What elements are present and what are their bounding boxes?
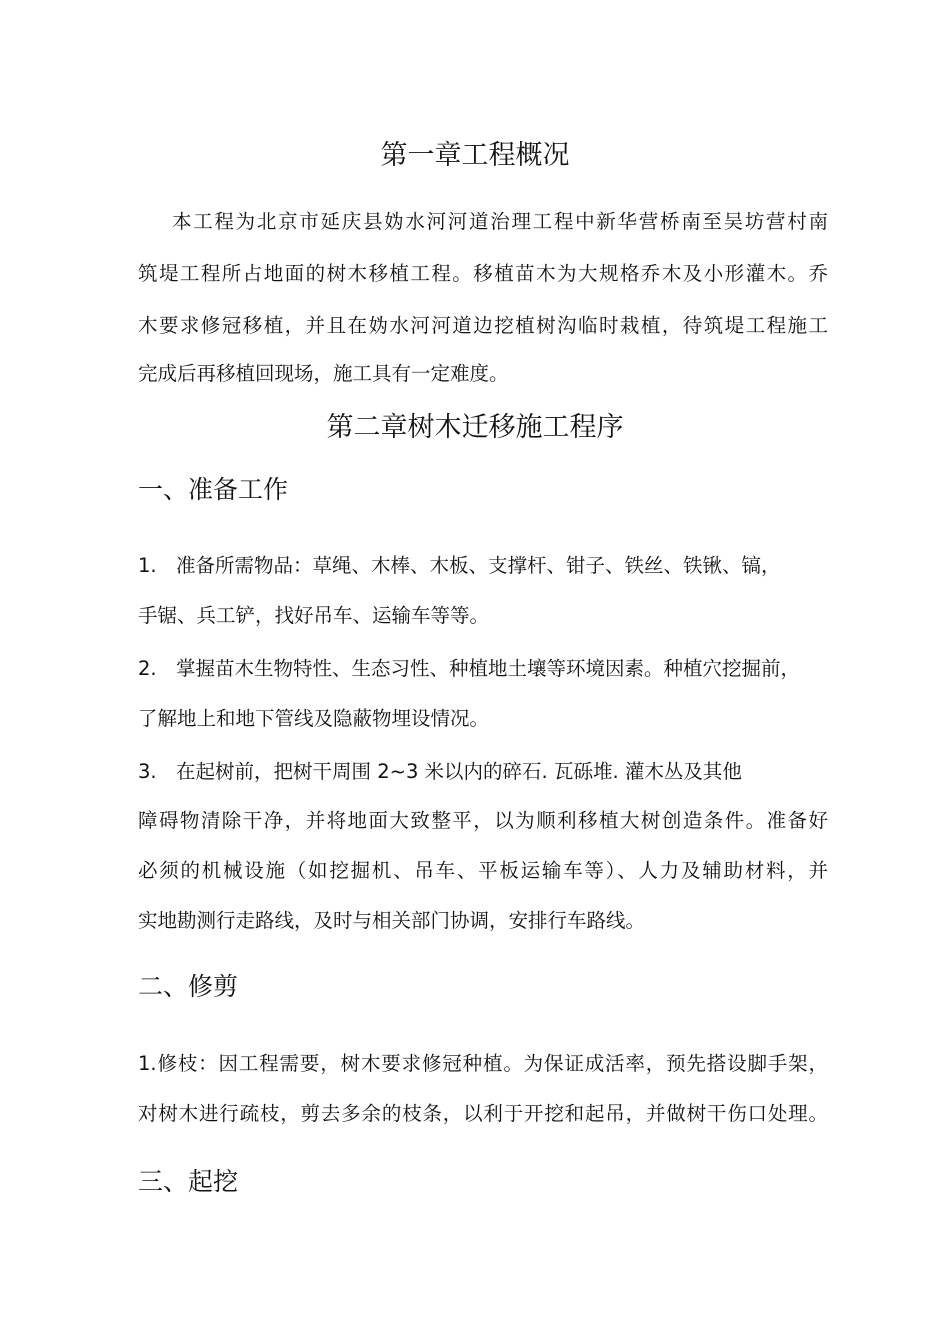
list-item-number: 2. [138,657,157,680]
chapter-1-paragraph-line: 完成后再移植回现场，施工具有一定难度。 [138,362,509,385]
list-item-number: 3. [138,760,157,783]
list-item-3-first-line [138,756,828,784]
chapter-1-title: 第一章工程概况 [380,140,570,171]
list-item-3-continuation: 障碍物清除干净，并将地面大致整平，以为顺利移植大树创造条件。准备好 [138,809,828,832]
list-item-2-continuation: 了解地上和地下管线及隐蔽物埋设情况。 [138,707,490,730]
section-heading-pruning: 二、修剪 [138,972,239,1001]
list-item-1-continuation: 手锯、兵工铲，找好吊车、运输车等等。 [138,604,490,627]
list-item-text: 准备所需物品：草绳、木棒、木板、支撑杆、钳子、铁丝、铁锹、镐， [176,554,781,577]
list-item-text: 掌握苗木生物特性、生态习性、种植地土壤等环境因素。种植穴挖掘前， [176,657,801,680]
chapter-1-paragraph-line: 木要求修冠移植，并且在妫水河河道边挖植树沟临时栽植，待筑堤工程施工 [138,314,828,337]
list-item-3-continuation: 实地勘测行走路线，及时与相关部门协调，安排行车路线。 [138,909,646,932]
list-item-3-continuation: 必须的机械设施（如挖掘机、吊车、平板运输车等）、人力及辅助材料，并 [138,859,828,882]
chapter-1-paragraph-line: 本工程为北京市延庆县妫水河河道治理工程中新华营桥南至吴坊营村南 [172,210,828,233]
section-heading-excavation: 三、起挖 [138,1167,239,1196]
pruning-paragraph-line: 对树木进行疏枝，剪去多余的枝条，以利于开挖和起吊，并做树干伤口处理。 [138,1102,828,1125]
pruning-paragraph-line: 1.修枝：因工程需要，树木要求修冠种植。为保证成活率，预先搭设脚手架， [138,1052,828,1075]
list-item-number: 1. [138,554,157,577]
list-item-1-first-line [138,550,828,578]
list-item-2-first-line [138,653,828,681]
section-heading-preparation: 一、准备工作 [138,475,289,504]
chapter-2-title: 第二章树木迁移施工程序 [326,412,624,443]
list-item-text: 在起树前，把树干周围 2~3 米以内的碎石. 瓦砾堆. 灌木丛及其他 [176,760,742,783]
chapter-1-paragraph-line: 筑堤工程所占地面的树木移植工程。移植苗木为大规格乔木及小形灌木。乔 [138,262,828,285]
